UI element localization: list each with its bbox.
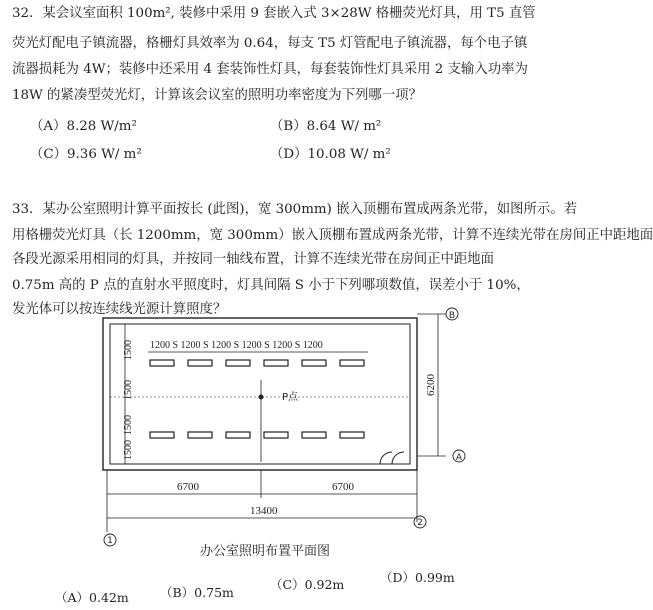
- dim-1500-a: 1500: [123, 340, 134, 360]
- q32-line-1: 32．某会议室面积 100m², 装修中采用 9 套嵌入式 3×28W 格栅荧光灯具，用 T5 直管: [12, 6, 536, 21]
- q33-line-3: 各段光源采用相同的灯具，并按同一轴线布置，计算不连续光带在房间正中距地面: [12, 252, 495, 267]
- q32-line-4: 18W 的紧凑型荧光灯，计算该会议室的照明功率密度为下列哪一项？: [12, 88, 422, 103]
- door-arc: [380, 452, 392, 464]
- p-point-marker: [259, 395, 264, 400]
- dim-6700-b: 6700: [332, 481, 354, 493]
- q33-line-5: 发光体可以按连续线光源计算照度？: [12, 302, 227, 317]
- q33-option-d: （D）0.99m: [380, 570, 455, 585]
- axis-b: B: [448, 311, 456, 321]
- q33-line-1: 33．某办公室照明计算平面按长 (此图)，宽 300mm) 嵌入顶棚布置成两条光带，如图所示。若: [12, 202, 578, 217]
- q32-option-a: （A）8.28 W/m²: [30, 119, 137, 134]
- p-point-label: P点: [282, 392, 299, 403]
- q32-option-c: （C）9.36 W/ m²: [30, 147, 142, 162]
- axis-a: A: [455, 453, 463, 463]
- dim-1500-d: 1500: [123, 440, 134, 460]
- q32-option-b: （B）8.64 W/ m²: [270, 119, 382, 134]
- dim-1500-b: 1500: [123, 380, 134, 400]
- q33-line-4: 0.75m 高的 P 点的直射水平照度时，灯具间隔 S 小于下列哪项数值，误差小于 10%，: [12, 278, 530, 293]
- light-band-row-2: [150, 432, 364, 438]
- dim-1500-c: 1500: [123, 415, 134, 435]
- axis-1: 1: [107, 536, 113, 546]
- dim-6700-a: 6700: [177, 481, 199, 493]
- dim-13400: 13400: [250, 505, 278, 517]
- plan-caption: 办公室照明布置平面图: [200, 544, 331, 559]
- q33-option-b: （B）0.75m: [160, 585, 234, 600]
- axis-2: 2: [417, 518, 423, 528]
- light-band-row-1: [150, 360, 364, 366]
- q32-option-d: （D）10.08 W/ m²: [270, 147, 391, 162]
- q32-line-2: 荧光灯配电子镇流器，格栅灯具效率为 0.64，每支 T5 灯管配电子镇流器，每个电子镇: [12, 36, 528, 51]
- q33-option-a: （A）0.42m: [55, 590, 129, 605]
- q33-option-c: （C）0.92m: [270, 577, 345, 592]
- dim-6200: 6200: [425, 374, 437, 396]
- q32-line-3: 流器损耗为 4W；装修中还采用 4 套装饰性灯具，每套装饰性灯具采用 2 支输入功率为: [12, 62, 528, 77]
- spacing-label: 1200 S 1200 S 1200 S 1200 S 1200 S 1200: [150, 340, 323, 351]
- q33-line-2: 用格栅荧光灯具（长 1200mm，宽 300mm）嵌入顶棚布置成两条光带，计算不连续光带在房间正中距地面: [12, 228, 653, 243]
- office-lighting-plan: [0, 300, 545, 546]
